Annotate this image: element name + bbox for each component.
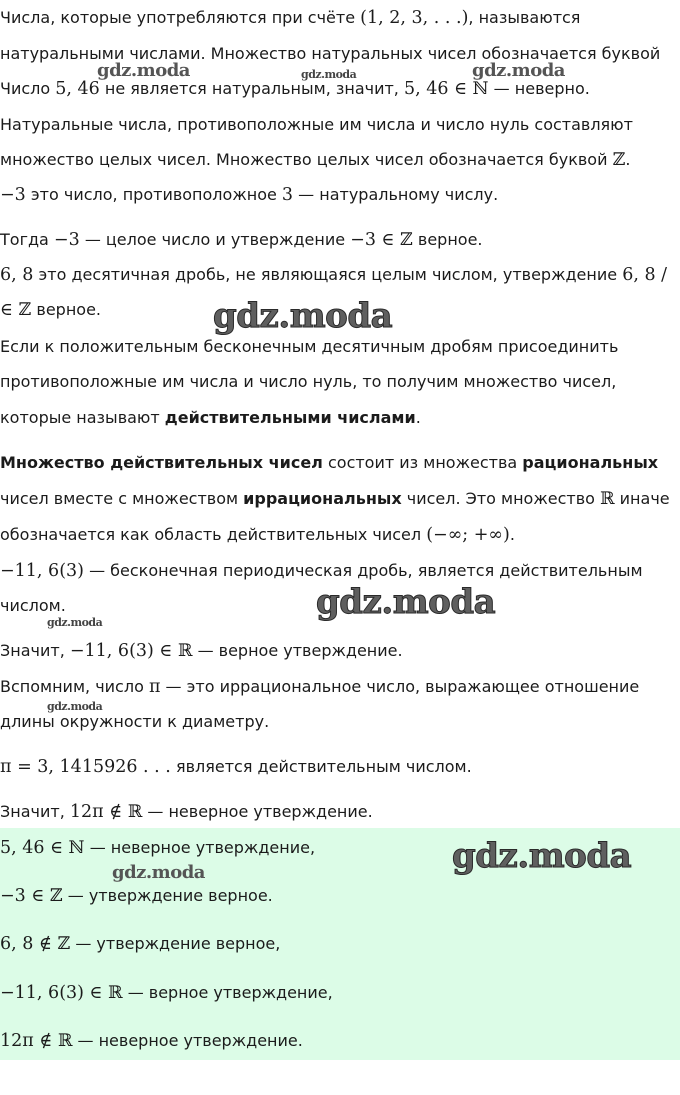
text-run: длины окружности к диаметру. <box>0 712 270 731</box>
math-expression: −3 <box>53 230 80 250</box>
text-run: иначе <box>614 489 670 508</box>
answer-line <box>0 885 273 907</box>
text-line <box>0 149 630 171</box>
text-line <box>0 676 639 698</box>
text-run: . <box>509 525 515 544</box>
answer-line <box>0 982 333 1004</box>
text-line <box>0 640 403 662</box>
text-line <box>0 336 618 358</box>
math-expression: ℤ <box>612 150 626 170</box>
text-line <box>0 371 616 393</box>
text-run: — утверждение верное, <box>70 934 281 953</box>
watermark: gdz.moda <box>112 862 205 883</box>
math-expression: π <box>148 677 161 697</box>
text-line <box>0 488 670 510</box>
text-run: верное. <box>412 230 483 249</box>
text-line <box>0 7 580 29</box>
text-run: Если к положительным бесконечным десятичным дробям присоединить <box>0 337 619 356</box>
text-run: множество целых чисел. Множество целых чисел обозначается буквой <box>0 150 613 169</box>
math-expression: 5, 46 <box>55 79 100 99</box>
math-expression: −3 ∈ ℤ <box>350 230 413 250</box>
text-run: Натуральные числа, противоположные им числа и число нуль составляют <box>0 115 633 134</box>
text-run: обозначается как область действительных чисел <box>0 525 427 544</box>
answer-line <box>0 837 315 859</box>
text-line <box>0 43 660 65</box>
text-line <box>0 264 667 286</box>
math-expression: −11, 6(3) ∈ ℝ <box>69 641 193 661</box>
text-run: это десятичная дробь, не являющаяся целым числом, утверждение <box>33 265 623 284</box>
text-line <box>0 407 421 429</box>
text-run: натуральными числами. Множество натуральных чисел обозначается буквой <box>0 44 661 63</box>
text-run: которые называют <box>0 408 165 427</box>
math-expression: −3 <box>0 185 26 205</box>
bold-term: иррациональных <box>243 489 402 508</box>
watermark: gdz.moda <box>316 582 496 622</box>
text-run: Числа, которые употребляются при счёте <box>0 8 361 27</box>
text-line <box>0 524 515 546</box>
text-run: Значит, <box>0 641 70 660</box>
text-run: — это иррациональное число, выражающее отношение <box>160 677 640 696</box>
text-run: является действительным числом. <box>170 757 472 776</box>
text-run: чисел. Это множество <box>401 489 601 508</box>
text-line <box>0 229 483 251</box>
text-line <box>0 452 658 474</box>
math-expression: 3 <box>281 185 294 205</box>
math-expression: −11, 6(3) ∈ ℝ <box>0 983 123 1003</box>
text-line <box>0 114 633 136</box>
text-run: Число <box>0 79 56 98</box>
math-expression: 5, 46 ∈ ℕ <box>0 838 85 858</box>
math-expression: −11, 6(3) <box>0 561 84 581</box>
text-run: — целое число и утверждение <box>79 230 351 249</box>
text-run: — утверждение верное. <box>62 886 273 905</box>
bold-term: рациональных <box>522 453 659 472</box>
text-run: не является натуральным, значит, <box>99 79 404 98</box>
text-run: — неверное утверждение, <box>84 838 316 857</box>
watermark: gdz.moda <box>97 60 190 81</box>
bold-term: действительными числами <box>164 408 416 427</box>
text-line <box>0 595 66 617</box>
text-run: . <box>415 408 421 427</box>
watermark: gdz.moda <box>47 616 103 629</box>
math-expression: 6, 8 / <box>622 265 668 285</box>
text-run: состоит из множества <box>322 453 523 472</box>
text-run: чисел вместе с множеством <box>0 489 244 508</box>
text-run: верное. <box>31 300 101 319</box>
text-line <box>0 78 590 100</box>
text-run: . <box>625 150 631 169</box>
text-run: — неверное утверждение. <box>142 802 373 821</box>
text-run: противоположные им числа и число нуль, то получим множество чисел, <box>0 372 617 391</box>
text-line <box>0 801 373 823</box>
text-run: — верное утверждение. <box>192 641 403 660</box>
watermark: gdz.moda <box>213 296 393 336</box>
text-run: — верное утверждение, <box>122 983 333 1002</box>
math-expression: 6, 8 <box>0 265 34 285</box>
text-line <box>0 711 269 733</box>
math-expression: 12π ∉ ℝ <box>0 1031 73 1051</box>
text-run: , называются <box>468 8 581 27</box>
math-expression: ℝ <box>600 489 615 509</box>
text-run: — натуральному числу. <box>293 185 499 204</box>
text-run: Вспомним, число <box>0 677 149 696</box>
math-expression: π = 3, 1415926 . . . <box>0 757 171 777</box>
text-run: — неверно. <box>488 79 590 98</box>
text-line <box>0 299 101 321</box>
text-run: Тогда <box>0 230 54 249</box>
text-line <box>0 560 643 582</box>
text-run: Значит, <box>0 802 70 821</box>
text-line <box>0 756 472 778</box>
math-expression: (−∞; +∞) <box>426 525 510 545</box>
text-run: это число, противоположное <box>25 185 282 204</box>
text-line <box>0 184 498 206</box>
math-expression: (1, 2, 3, . . .) <box>360 8 469 28</box>
answer-line <box>0 933 280 955</box>
math-expression: ∈ ℤ <box>0 300 32 320</box>
math-expression: −3 ∈ ℤ <box>0 886 63 906</box>
watermark: gdz.moda <box>47 700 103 713</box>
math-expression: 6, 8 ∉ ℤ <box>0 934 71 954</box>
answer-line <box>0 1030 303 1052</box>
watermark: gdz.moda <box>472 60 565 81</box>
text-run: — бесконечная периодическая дробь, является действительным <box>83 561 643 580</box>
math-expression: 5, 46 ∈ ℕ <box>403 79 489 99</box>
math-expression: 12π ∉ ℝ <box>69 802 143 822</box>
bold-term: Множество действительных чисел <box>0 453 323 472</box>
watermark: gdz.moda <box>452 836 632 876</box>
text-run: числом. <box>0 596 66 615</box>
watermark: gdz.moda <box>301 68 357 81</box>
text-run: — неверное утверждение. <box>72 1031 303 1050</box>
